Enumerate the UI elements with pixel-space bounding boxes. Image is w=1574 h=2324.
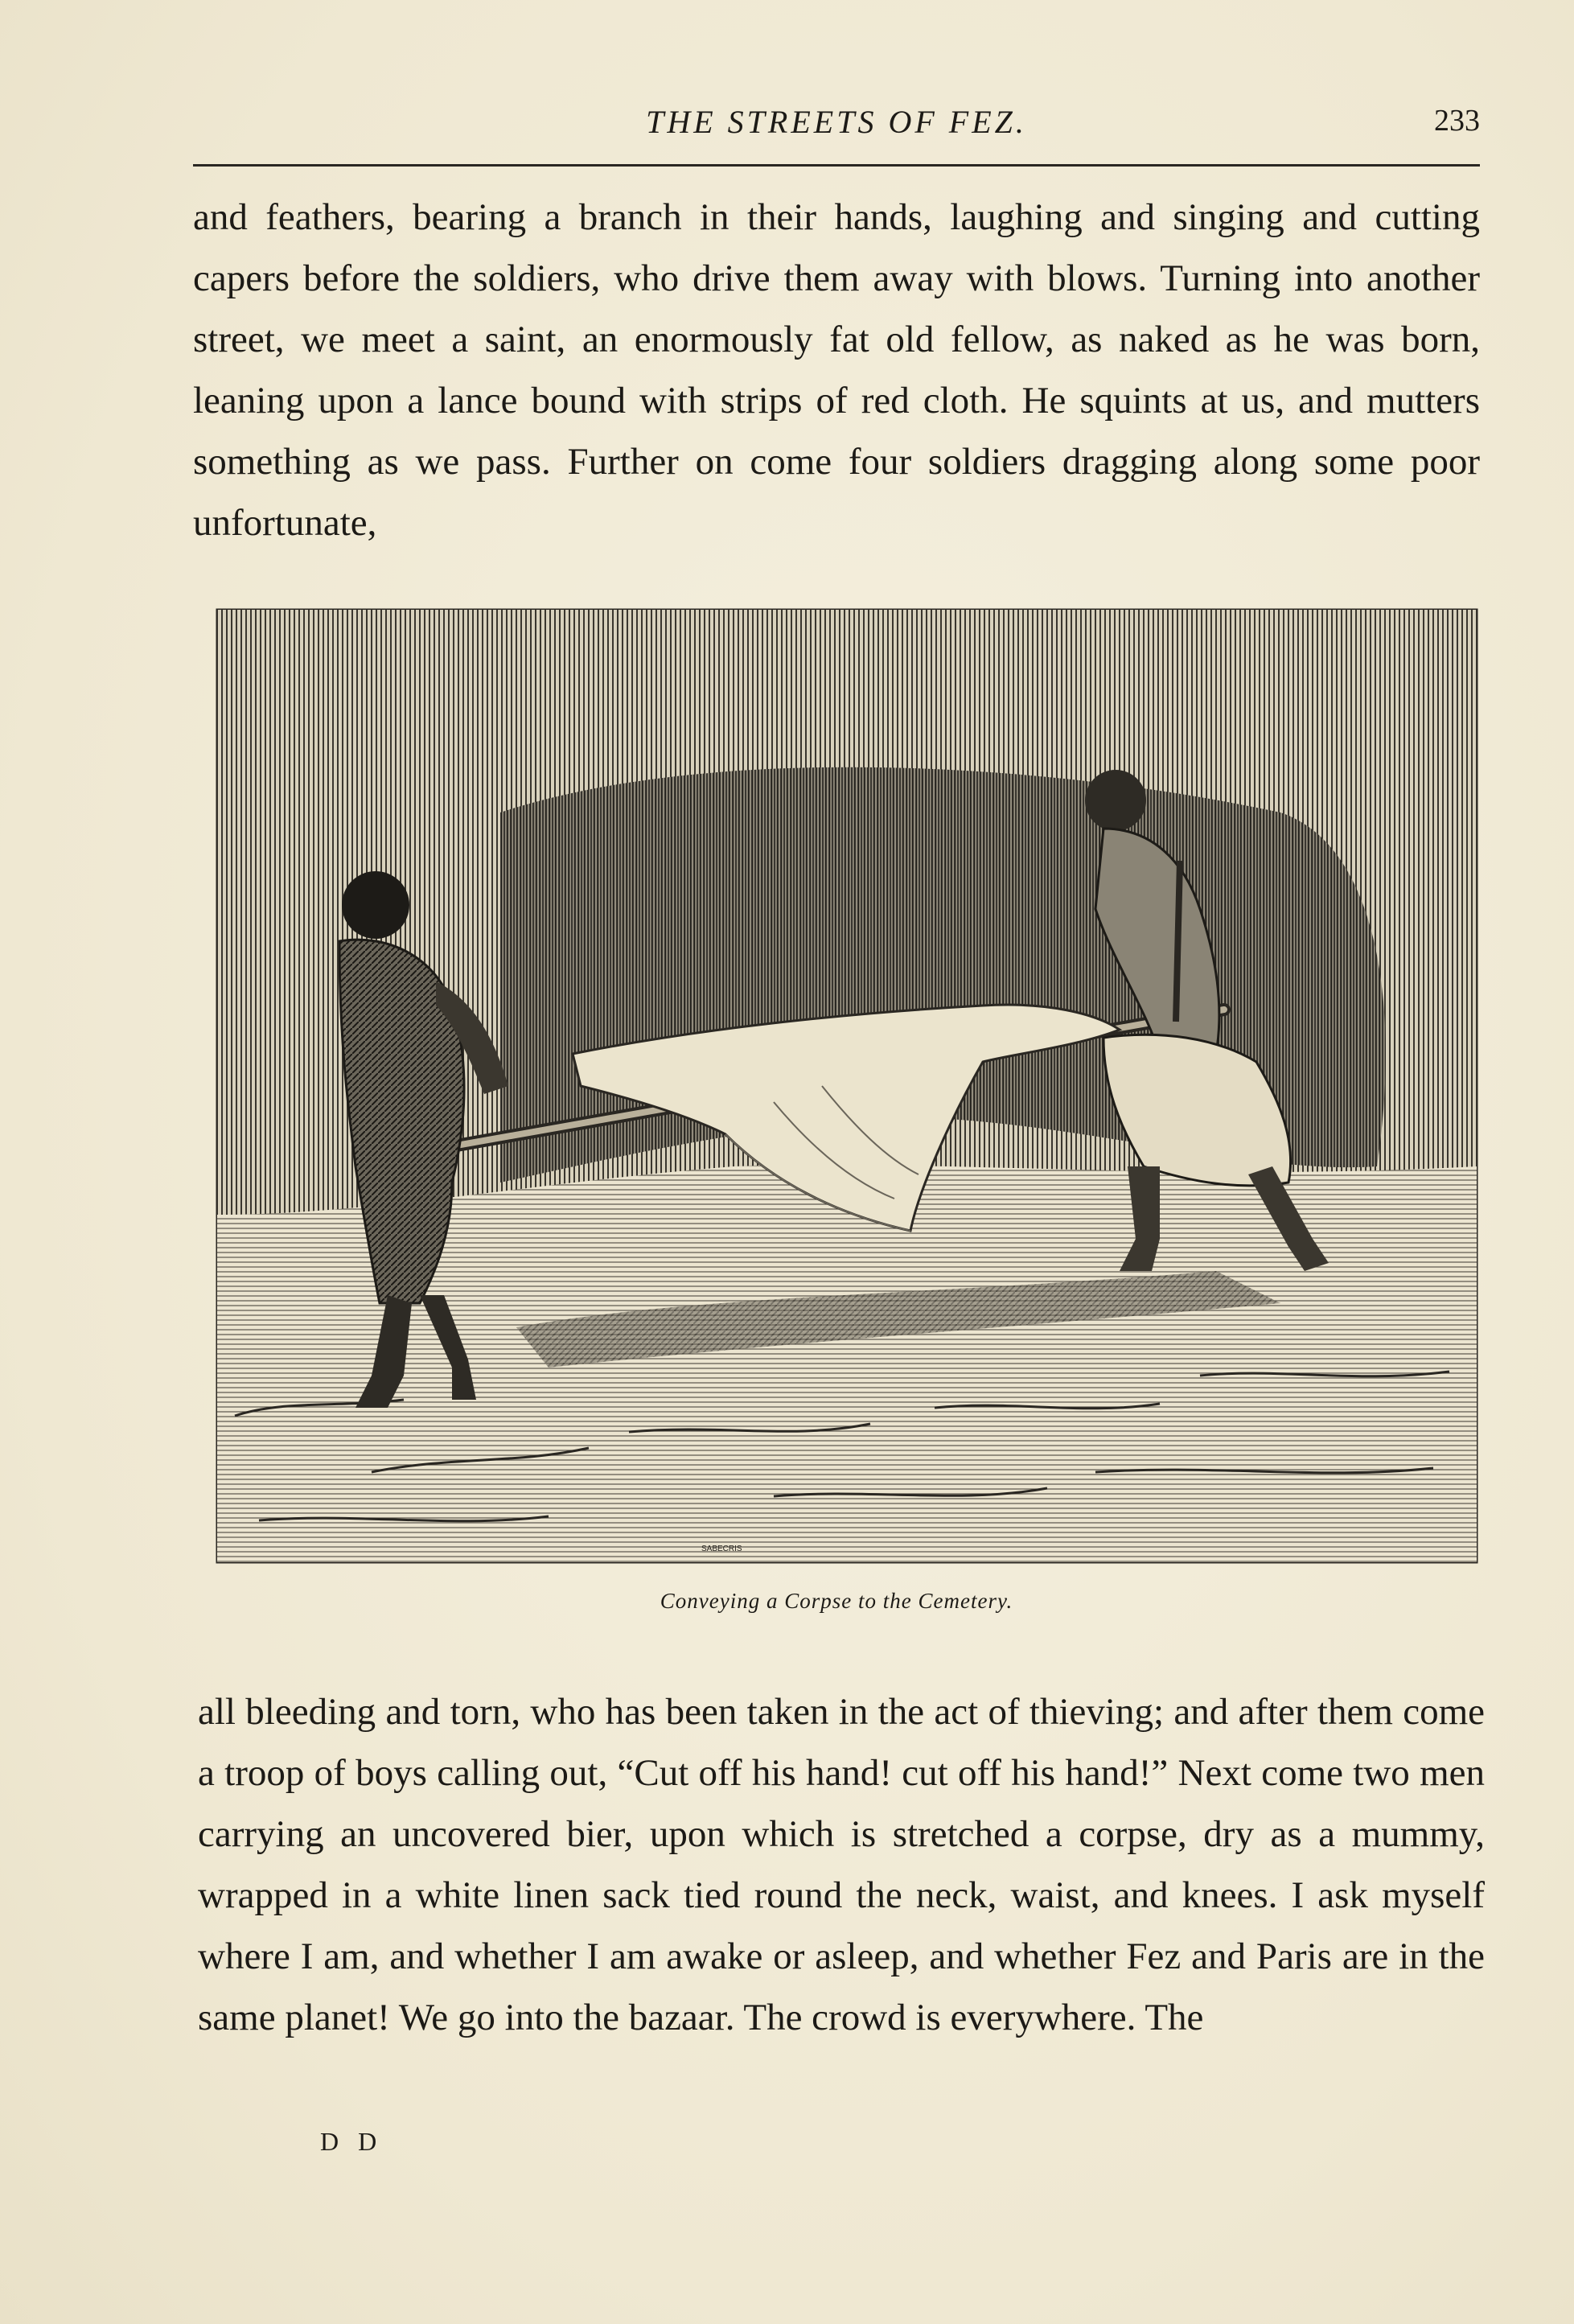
paragraph: all bleeding and torn, who has been taken in the act of thieving; and after them come a troop of boys calling out, “Cut off his hand! cut off his hand!” Next come two men carrying an uncovered bier, upon which is stretched a corpse, dry as a mummy, wrapped in a white linen sack tied round the neck, waist, and knees. I ask myself where I am, and whether I am awake or asleep, and whether Fez and Paris are in the same planet! We go into the bazaar. The crowd is everywhere. The: [198, 1691, 1485, 2038]
paragraph: and feathers, bearing a branch in their hands, laughing and singing and cutting capers before the soldiers, who drive them away with blows. Turning into another street, we meet a saint, an enormously fat old fellow, as naked as he was born, leaning upon a lance bound with strips of red cloth. He squints at us, and mutters something as we pass. Further on come four soldiers dragging along some poor unfortunate,: [193, 196, 1480, 544]
body-text-after-figure: [198, 1681, 1485, 2048]
page-number: 233: [1434, 104, 1480, 138]
running-head: [193, 97, 1480, 153]
engraving-illustration: [211, 603, 1483, 1569]
signature-mark: D D: [320, 2127, 384, 2156]
figure-caption: Conveying a Corpse to the Cemetery.: [660, 1589, 1013, 1613]
header-rule: [193, 164, 1480, 167]
engraver-signature: SABECRIS: [701, 1545, 742, 1553]
body-text-before-figure: [193, 187, 1480, 553]
running-title: THE STREETS OF FEZ.: [646, 104, 1027, 140]
